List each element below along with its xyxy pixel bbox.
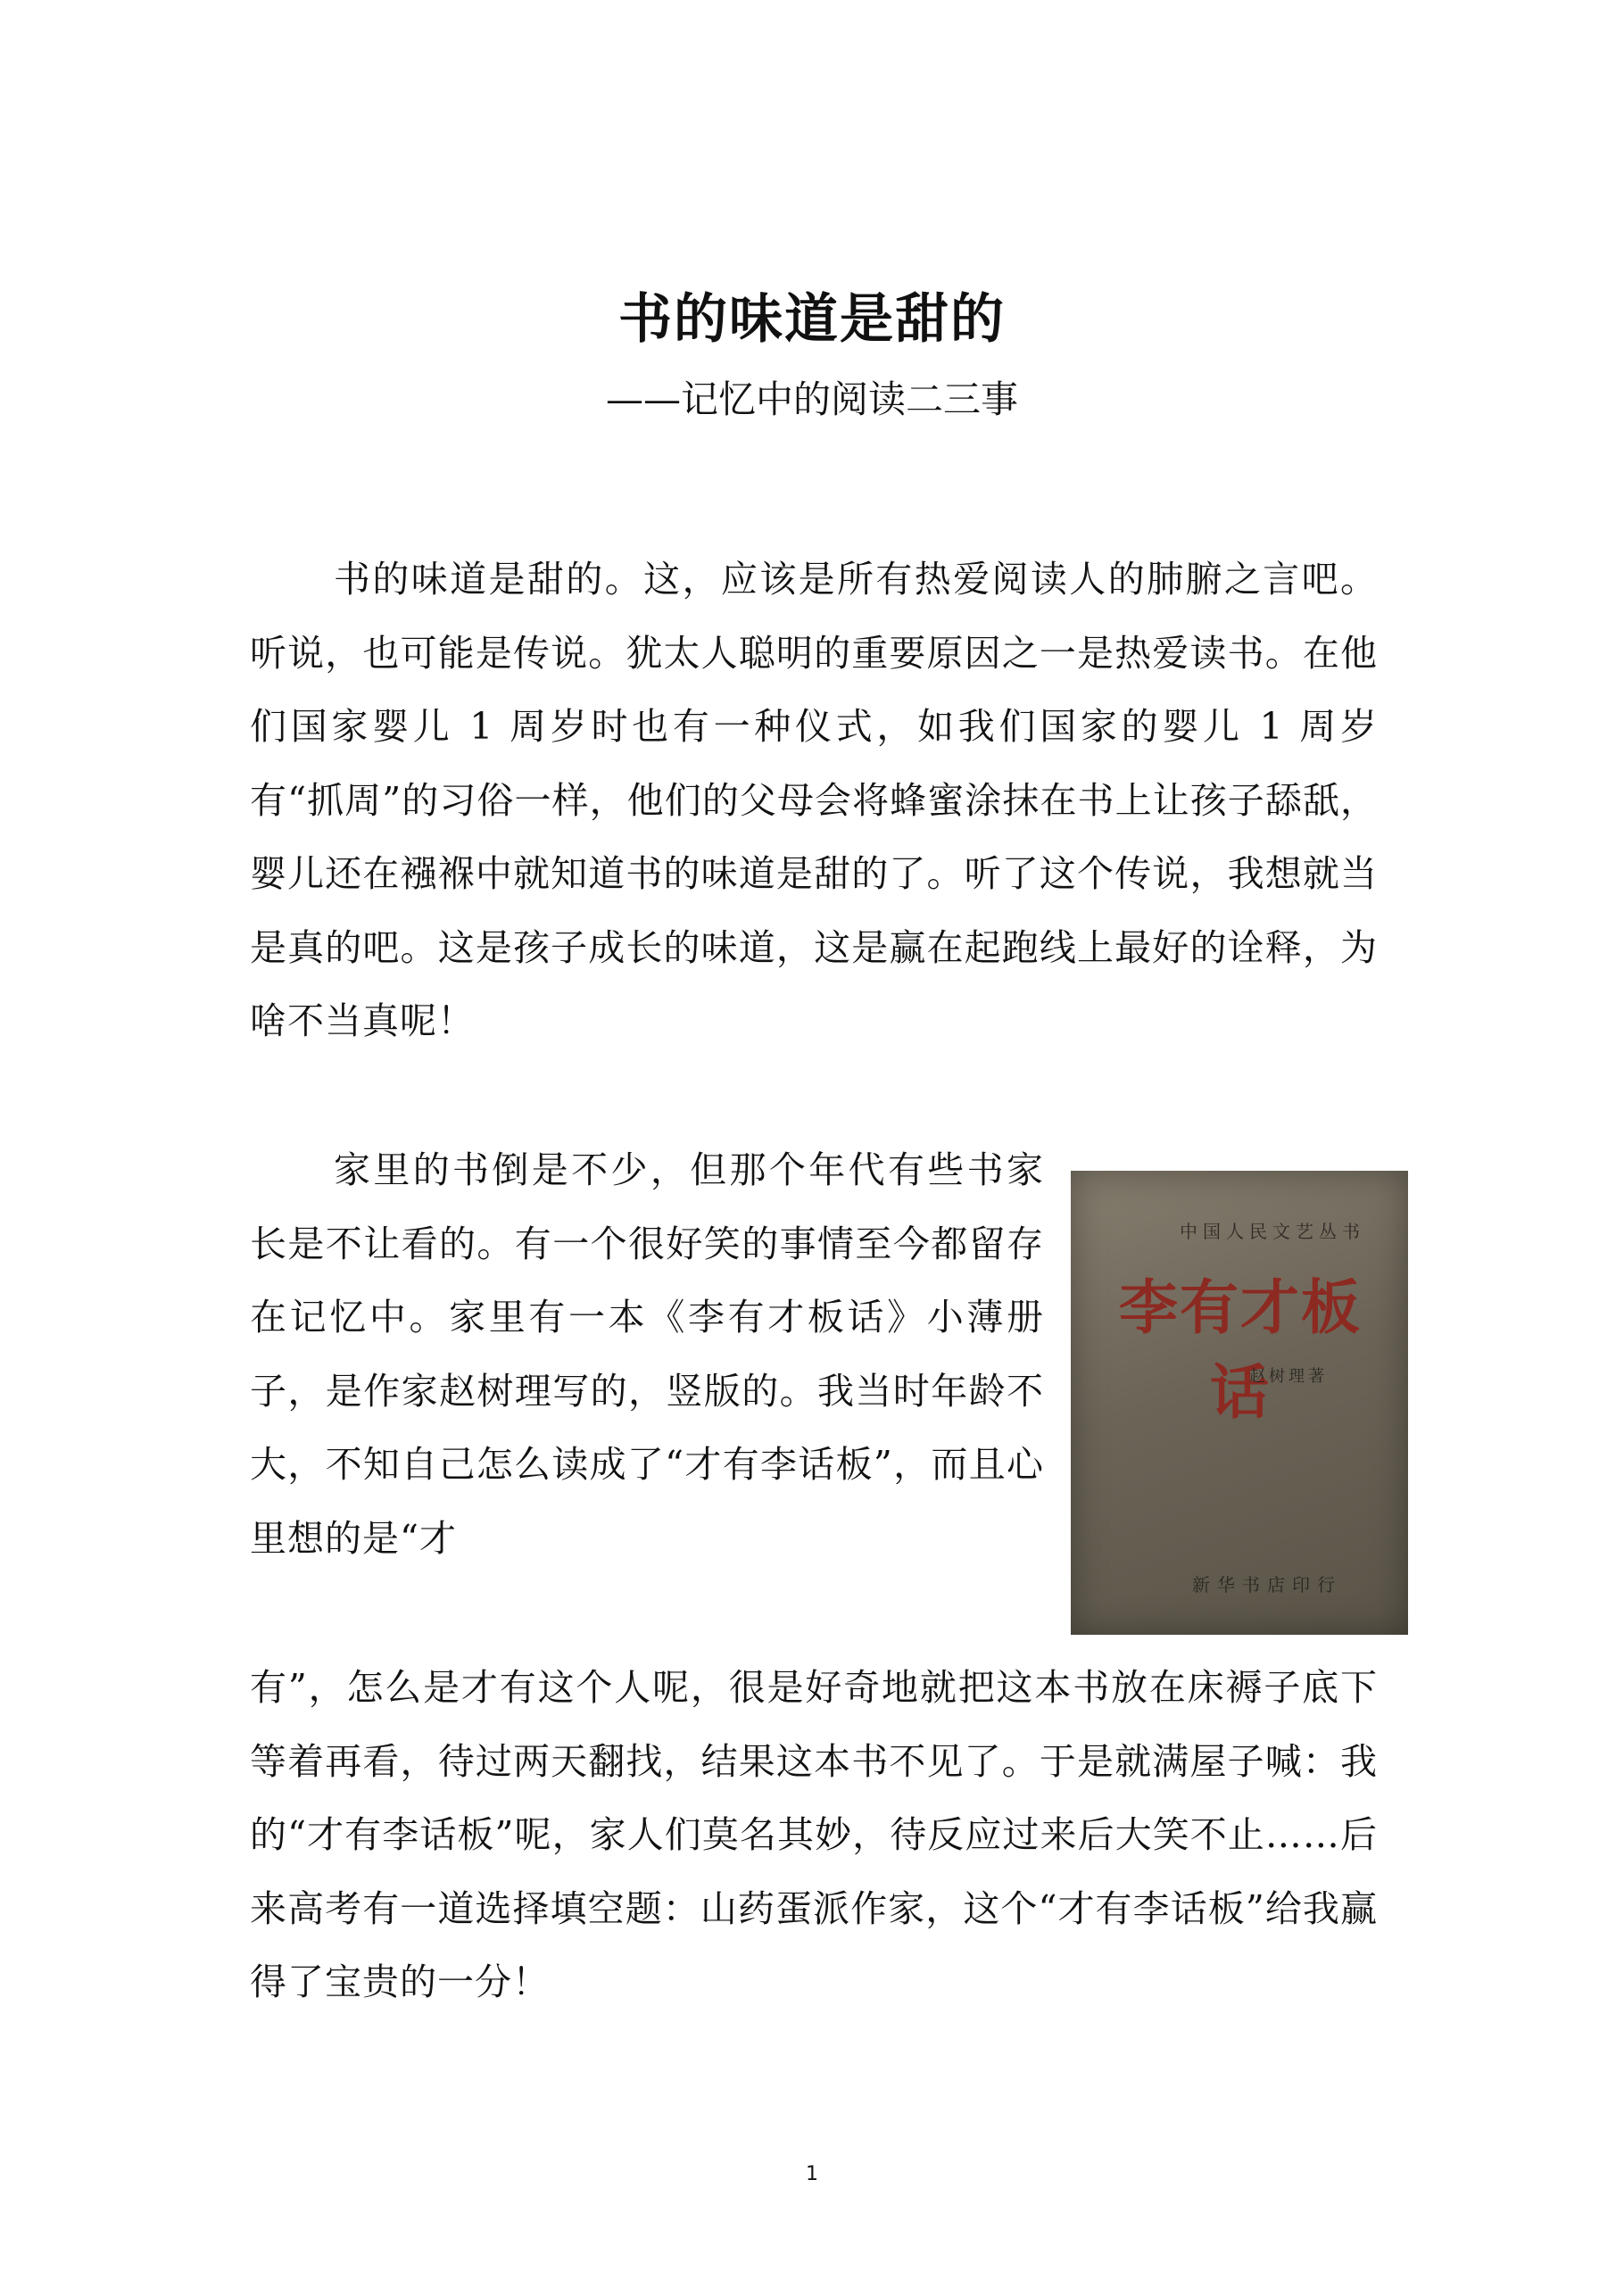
paragraph-1: 书的味道是甜的。这，应该是所有热爱阅读人的肺腑之言吧。听说，也可能是传说。犹太人聪明的重要原因之一是热爱读书。在他们国家婴儿 1 周岁时也有一种仪式，如我们国家的婴儿 1 周岁有“抓周”的习俗一样，他们的父母会将蜂蜜涂抹在书上让孩子舔舐，婴儿还在襁褓中就知道书的味道是甜的了。听了这个传说，我想就当是真的吧。这是孩子成长的味道，这是赢在起跑线上最好的诠释，为啥不当真呢！ — [250, 558, 1378, 1042]
book-cover-publisher: 新华书店印行 — [1192, 1574, 1342, 1596]
book-cover-title: 李有才板话 — [1119, 1273, 1362, 1427]
paragraph-3: 有”，怎么是才有这个人呢，很是好奇地就把这本书放在床褥子底下等着再看，待过两天翻找，结果这本书不见了。于是就满屋子喊：我的“才有李话板”呢，家人们莫名其妙，待反应过来后大笑不止……后来高考有一道选择填空题：山药蛋派作家，这个“才有李话板”给我赢得了宝贵的一分！ — [250, 1666, 1378, 2003]
paragraph-2: 家里的书倒是不少，但那个年代有些书家长是不让看的。有一个很好笑的事情至今都留存在记忆中。家里有一本《李有才板话》小薄册子，是作家赵树理写的，竖版的。我当时年龄不大，不知自己怎么读成了“才有李话板”，而且心里想的是“才 — [250, 1148, 1044, 1560]
book-cover-series-line: 中国人民文艺丛书 — [1180, 1221, 1365, 1242]
page-subtitle: ——记忆中的阅读二三事 — [605, 377, 1018, 421]
book-cover-author: 赵树理著 — [1249, 1367, 1328, 1386]
page-number: 1 — [806, 2163, 818, 2185]
page-title: 书的味道是甜的 — [618, 288, 1006, 351]
book-cover-photo — [1071, 1171, 1408, 1635]
